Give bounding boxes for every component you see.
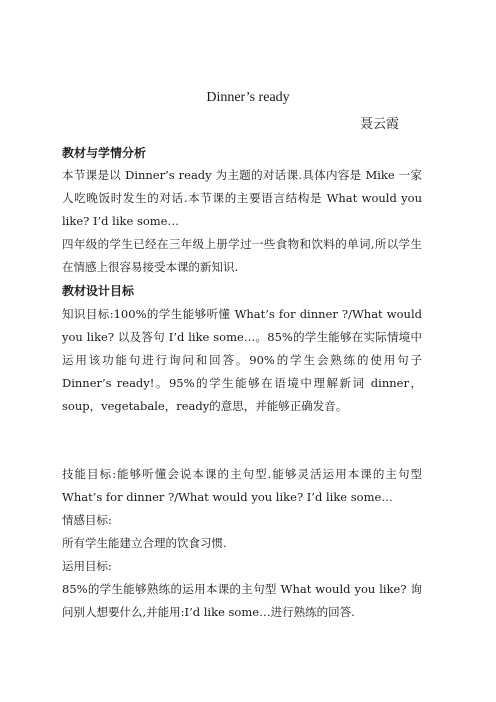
- paragraph-skill-objectives: 技能目标:能够听懂会说本课的主句型.能够灵活运用本课的主句型 What’s for dinner ?/What would you like? I’d like some…: [62, 467, 422, 504]
- paragraph-content-intro: 本节课是以 Dinner’s ready 为主题的对话课.具体内容是 Mike 一家人吃晚饭时发生的对话.本节课的主要语言结构是 What would you like? I’d like some…: [62, 168, 422, 228]
- paragraph-student-background: 四年级的学生已经在三年级上册学过一些食物和饮料的单词,所以学生在情感上很容易接受本课的新知识.: [62, 237, 422, 274]
- section-heading-analysis: 教材与学情分析: [62, 146, 147, 160]
- document-title: Dinner’s ready: [206, 90, 290, 105]
- paragraph-application-label: 运用目标:: [62, 559, 112, 573]
- section-heading-objectives: 教材设计目标: [62, 284, 135, 298]
- paragraph-knowledge-objectives: 知识目标:100%的学生能够听懂 What’s for dinner ?/What would you like? 以及答句 I’d like some…。85%的学生能够在实际情境中运用该功能句进行询问和回答。90%的学生会熟练的使用句子 Dinner’s ready!。95%的学生能够在语境中理解新词 dinner，soup，vegetabale，ready的意思，并能够正确发音。: [62, 307, 422, 413]
- paragraph-emotion-objective: 所有学生能建立合理的饮食习惯.: [62, 536, 227, 550]
- document-author: 聂云霞: [360, 117, 400, 132]
- paragraph-application-objective: 85%的学生能够熟练的运用本课的主句型 What would you like? 询问别人想要什么,并能用:I’d like some…进行熟练的回答.: [62, 582, 422, 619]
- paragraph-emotion-label: 情感目标:: [62, 513, 112, 527]
